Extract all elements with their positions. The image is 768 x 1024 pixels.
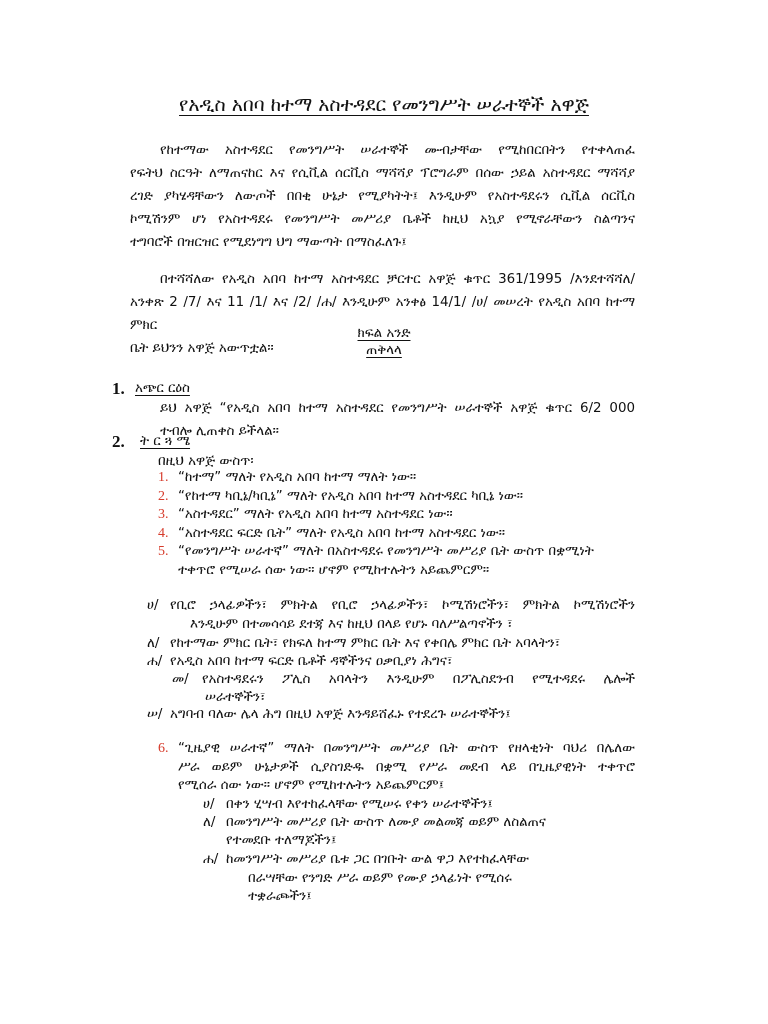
definition-text: “አስተዳደር ፍርድ ቤት” ማለት የአዲስ አበባ ከተማ አስተዳደር ነው። xyxy=(178,526,505,541)
intro-line: ረገድ ያካሄዳቸውን ለውጦች በበቂ ሁኔታ የሚያካትት፤ እንዲሁም የአስተዳደሩን ሲቪል ሰርቪስ xyxy=(130,189,635,204)
section-body-line: ተብሎ ሊጠቀስ ይችላል። xyxy=(160,424,279,439)
definition-line: “ጊዜያዊ ሠራተኛ” ማለት በመንግሥት መሥሪያ ቤት ውስጥ የዘላቂነት ባህሪ በሌለው xyxy=(178,741,635,756)
intro-line: የከተማው አስተዳደር የመንግሥት ሠራተኞች ሙብታቸው የሚከበርበትን የተቀላጠፈ xyxy=(160,143,635,158)
exclusion-label: ለ/ xyxy=(147,636,160,651)
section-heading: ት ር ጓ ሜ xyxy=(140,434,191,449)
document-title: የአዲስ አበባ ከተማ አስተዳደር የመንግሥት ሠራተኞች አዋጅ xyxy=(179,94,589,116)
section-number: 2. xyxy=(112,432,125,451)
sub-item-label: ለ/ xyxy=(203,815,216,830)
section-number: 1. xyxy=(112,379,125,398)
exclusion-text xyxy=(170,598,635,613)
preamble-line: ቤት ይህንን አዋጅ አውጥቷል። xyxy=(130,341,274,356)
section-lead: በዚህ አዋጅ ውስጥ፡ xyxy=(158,454,254,469)
definition-text: ተቀጥሮ የሚሠራ ሰው ነው። ሆኖም የሚከተሉትን አይጨምርም። xyxy=(178,563,490,578)
intro-line: የፍትህ ስርዓት ለማጠናከር እና የሲቪል ሰርቪስ ማሻሻያ ፕሮግራም በሰው ኃይል አስተዳደር ማሻሻያ xyxy=(130,166,635,181)
exclusion-label: ሠ/ xyxy=(147,707,163,722)
preamble-line: አንቀጽ 2 /7/ እና 11 /1/ እና /2/ /ሐ/ እንዲሁም አንቀፅ 14/1/ /ሀ/ መሠረት የአዲስ አበባ ከተማ ምክር xyxy=(130,295,635,333)
definition-number: 5. xyxy=(158,544,169,559)
definition-text xyxy=(178,760,635,775)
exclusion-line: የአስተዳደሩን ፖሊስ አባላትን እንዲሁም በፖሊስደንብ የሚተዳደሩ ሌሎች xyxy=(202,672,635,687)
definition-number: 2. xyxy=(158,489,169,504)
part-title: ክፍል አንድ xyxy=(357,326,411,341)
exclusion-label: ሐ/ xyxy=(147,654,163,669)
definition-number: 6. xyxy=(158,741,169,756)
definition-text: የሚሰራ ሰው ነው። ሆኖም የሚከተሉትን አይጨምርም፤ xyxy=(178,778,444,793)
sub-item-text: የተመደቡ ተለማጆችን፤ xyxy=(226,833,337,848)
definition-line: ሥራ ወይም ሁኔታዎች ሲያስገድዱ በቋሚ የሥራ መደብ ላይ በጊዜያዊነት ተቀጥሮ xyxy=(178,760,635,775)
sub-item-label: ሀ/ xyxy=(203,797,215,812)
definition-text: “የመንግሥት ሠራተኛ” ማለት በአስተዳደሩ የመንግሥት መሥሪያ ቤት ውስጥ በቋሚነት xyxy=(178,544,594,559)
intro-line: ተግባሮች በዝርዝር የሚደነግግ ህግ ማውጣት በማስፈለጉ፤ xyxy=(130,235,407,250)
section-body xyxy=(160,397,635,443)
exclusion-text: እንዲሁም በተመሳሳይ ደተጃ እና ከዚህ በላይ የሆኑ ባለሥልጣኖችን ፣ xyxy=(190,617,513,632)
section-body-line: ይህ አዋጅ “የአዲስ አበባ ከተማ አስተዳደር የመንግሥት ሠራተኞች አዋጅ ቁጥር 6/2 000 xyxy=(160,401,635,416)
definition-text: “ከተማ” ማለት የአዲስ አበባ ከተማ ማለት ነው። xyxy=(178,470,417,485)
definition-number: 4. xyxy=(158,526,169,541)
exclusion-text: የከተማው ምክር ቤት፣ የክፍለ ከተማ ምክር ቤት እና የቀበሌ ምክር ቤት አባላትን፣ xyxy=(170,636,561,651)
exclusion-text xyxy=(202,672,635,687)
sub-item-text: ተቋራጮችን፤ xyxy=(248,889,312,904)
exclusion-label: መ/ xyxy=(172,672,189,687)
sub-item-text: በመንግሥት መሥሪያ ቤት ውስጥ ለሙያ መልመጃ ወይም ለስልጠና xyxy=(226,815,546,830)
exclusion-label: ሀ/ xyxy=(147,598,159,613)
exclusion-text: የአዲስ አበባ ከተማ ፍርድ ቤቶች ዳኞችንና ዐቃቢያነ ሕግና፣ xyxy=(170,654,453,669)
exclusion-text: ሠራተኞችን፣ xyxy=(205,690,266,705)
section-heading: አጭር ርዕስ xyxy=(135,381,190,396)
preamble-line: በተሻሻለው የአዲስ አበባ ከተማ አስተዳደር ቻርተር አዋጅ ቁጥር 361/1995 /እንደተሻሻለ/ xyxy=(160,272,635,287)
definition-number: 1. xyxy=(158,470,169,485)
intro-line: ኮሚሽንም ሆነ የአስተዳደሩ የመንግሥት መሥሪያ ቤቶች ከዚህ አኳያ የሚኖራቸውን ስልጣንና xyxy=(130,212,635,227)
definition-text: “አስተዳደር” ማለት የአዲስ አበባ ከተማ አስተዳደር ነው። xyxy=(178,507,453,522)
definition-number: 3. xyxy=(158,507,169,522)
exclusion-line: የቢሮ ኃላፊዎችን፣ ምክትል የቢሮ ኃላፊዎችን፣ ኮሚሽነሮችን፣ ምክትል ኮሚሽነሮችን xyxy=(170,598,635,613)
sub-item-text: በራሣቸው የንግድ ሥራ ወይም የሙያ ኃላፊነት የሚሰሩ xyxy=(248,871,512,886)
sub-item-text: ከመንግሥት መሥሪያ ቤቱ ጋር በገቡት ውል ዋጋ እየተከፈላቸው xyxy=(226,852,530,867)
definition-text xyxy=(178,741,635,756)
part-subtitle: ጠቅላላ xyxy=(366,343,402,358)
definition-text: “የከተማ ካቢኔ/ካቢኔ” ማለት የአዲስ አበባ ከተማ አስተዳደር ካቢኔ ነው። xyxy=(178,489,523,504)
sub-item-label: ሐ/ xyxy=(203,852,219,867)
exclusion-text: አግባብ ባለው ሌላ ሕግ በዚህ አዋጅ እንዳይሸፈኑ የተደረጉ ሠራተኞችን፤ xyxy=(170,707,511,722)
sub-item-text: በቀን ሂሣብ እየተከፈላቸው የሚሠሩ የቀን ሠራተኞችን፤ xyxy=(226,797,493,812)
intro-paragraph xyxy=(130,139,635,254)
